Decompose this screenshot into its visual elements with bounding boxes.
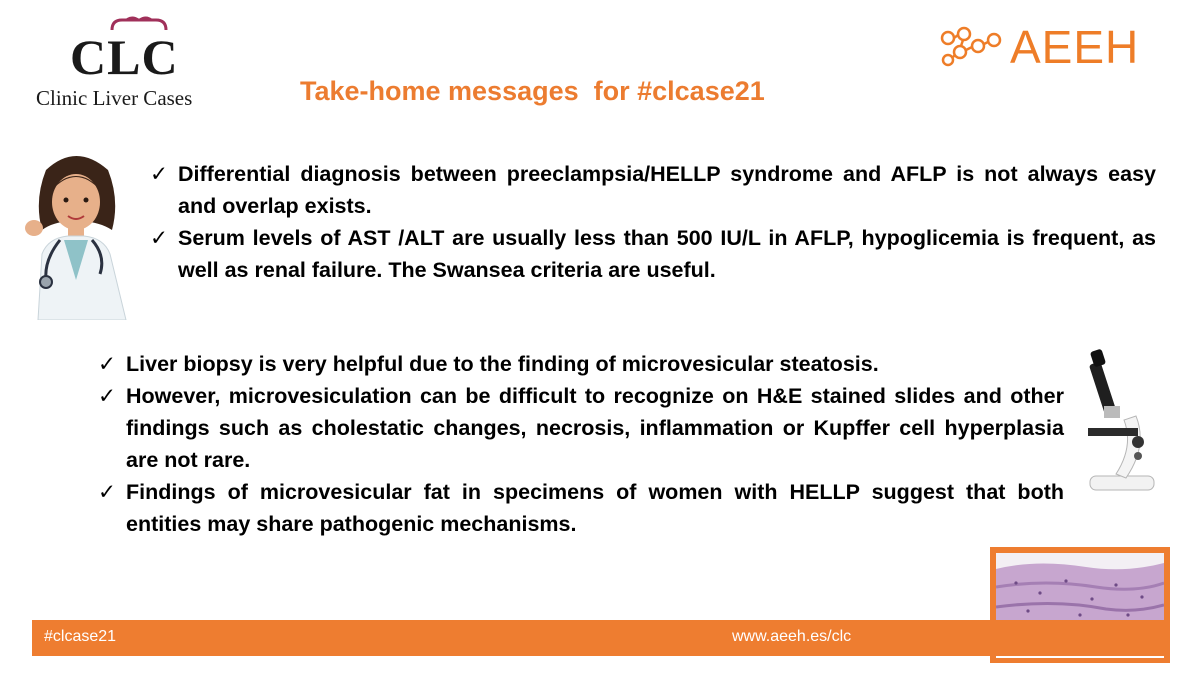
checkmark-icon: ✓ <box>150 226 169 250</box>
clc-logo-subtitle: Clinic Liver Cases <box>36 86 193 110</box>
messages-block-2 <box>98 348 1064 540</box>
message-item <box>150 222 1156 286</box>
message-item <box>98 380 1064 476</box>
doctor-illustration <box>16 150 136 320</box>
aeeh-logo <box>938 20 1168 76</box>
aeeh-molecule-icon <box>938 24 1010 74</box>
message-text: Liver biopsy is very helpful due to the finding of microvesicular steatosis. <box>126 352 879 376</box>
footer-url-link[interactable]: www.aeeh.es/clc <box>732 628 852 645</box>
slide-title: Take-home messages for #clcase21 <box>300 76 765 106</box>
checkmark-icon: ✓ <box>150 162 169 186</box>
clc-logo-letters: CLC <box>70 29 179 85</box>
message-text: Serum levels of AST /ALT are usually less than 500 IU/L in AFLP, hypoglicemia is frequent, as well as renal failure. The Swansea criteria are useful. <box>178 226 1156 282</box>
checkmark-icon: ✓ <box>98 480 117 504</box>
message-item <box>150 158 1156 222</box>
messages-block-1 <box>150 158 1156 286</box>
clc-logo <box>36 10 216 110</box>
message-item <box>98 348 1064 380</box>
footer-hashtag: #clcase21 <box>44 628 117 645</box>
checkmark-icon: ✓ <box>98 352 117 376</box>
message-text: Findings of microvesicular fat in specimens of women with HELLP suggest that both entities may share pathogenic mechanisms. <box>126 480 1064 536</box>
footer-bar <box>32 620 1168 656</box>
message-text: Differential diagnosis between preeclampsia/HELLP syndrome and AFLP is not always easy and overlap exists. <box>178 162 1156 218</box>
microscope-icon <box>1082 346 1162 494</box>
aeeh-logo-text: AEEH <box>1010 21 1140 73</box>
histology-slide-image <box>996 553 1164 627</box>
message-text: However, microvesiculation can be difficult to recognize on H&E stained slides and other findings such as cholestatic changes, necrosis, inflammation or Kupffer cell hyperplasia are not rare. <box>126 384 1064 472</box>
message-item <box>98 476 1064 540</box>
checkmark-icon: ✓ <box>98 384 117 408</box>
